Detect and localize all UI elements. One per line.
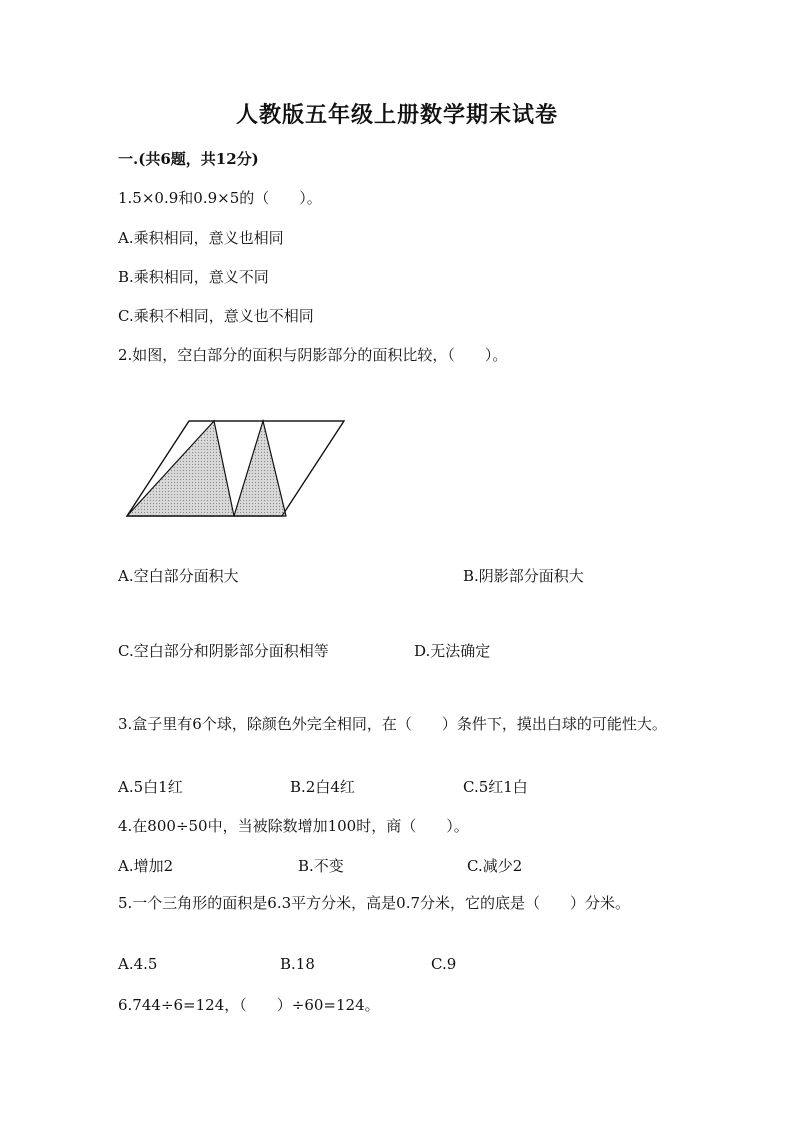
question-1-option-c: C.乘积不相同，意义也不相同 [118, 307, 314, 325]
question-3-option-c: C.5红1白 [463, 778, 528, 796]
question-2-option-c: C.空白部分和阴影部分面积相等 [118, 642, 329, 660]
question-5-option-a: A.4.5 [118, 955, 158, 973]
question-4-option-b: B.不变 [298, 857, 344, 875]
question-4-option-c: C.减少2 [467, 857, 523, 875]
question-2-stem: 2.如图，空白部分的面积与阴影部分的面积比较，（ ）。 [118, 346, 508, 364]
question-3-option-a: A.5白1红 [118, 778, 183, 796]
question-3-stem: 3.盒子里有6个球，除颜色外完全相同，在（ ）条件下，摸出白球的可能性大。 [118, 715, 667, 733]
parallelogram-figure [122, 418, 348, 522]
question-4-stem: 4.在800÷50中，当被除数增加100时，商（ ）。 [118, 817, 469, 835]
question-1-option-a: A.乘积相同，意义也相同 [118, 229, 284, 247]
question-5-option-c: C.9 [431, 955, 457, 973]
question-3-option-b: B.2白4红 [290, 778, 355, 796]
question-2-option-a: A.空白部分面积大 [118, 567, 239, 585]
question-5-stem: 5.一个三角形的面积是6.3平方分米，高是0.7分米，它的底是（ ）分米。 [118, 894, 631, 912]
question-2-option-d: D.无法确定 [414, 642, 491, 660]
section-heading: 一.(共6题，共12分) [118, 150, 259, 168]
question-5-option-b: B.18 [280, 955, 315, 973]
page-title: 人教版五年级上册数学期末试卷 [235, 102, 558, 128]
question-4-option-a: A.增加2 [118, 857, 174, 875]
question-1-option-b: B.乘积相同，意义不同 [118, 268, 269, 286]
question-1-stem: 1.5×0.9和0.9×5的（ ）。 [118, 189, 322, 207]
question-6-stem: 6.744÷6=124，（ ）÷60=124。 [118, 996, 380, 1014]
question-2-option-b: B.阴影部分面积大 [463, 567, 584, 585]
